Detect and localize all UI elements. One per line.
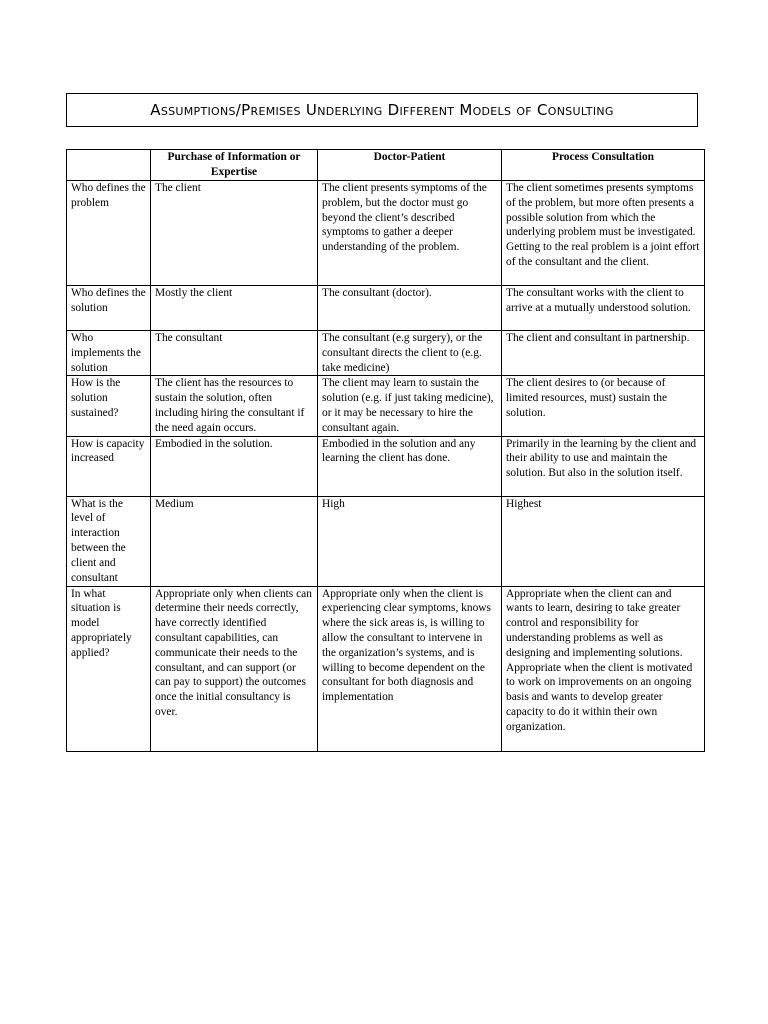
row-question: Who implements the solution (67, 331, 151, 376)
title-box (66, 93, 698, 127)
cell-doctor-patient: Appropriate only when the client is experiencing clear symptoms, knows where the sick areas is, is willing to allow the consultant to intervene in the organization’s systems, and is willing to become dependent on the consultant for both diagnosis and implementation (318, 586, 502, 751)
cell-doctor-patient: The consultant (doctor). (318, 286, 502, 331)
cell-doctor-patient: Embodied in the solution and any learning the client has done. (318, 436, 502, 496)
header-process-consultation: Process Consultation (502, 150, 705, 181)
cell-purchase: Appropriate only when clients can determine their needs correctly, have correctly identified consultant capabilities, can communicate their needs to the consultant, and can support (or can pay to support) the outcomes once the initial consultancy is over. (151, 586, 318, 751)
cell-process-consultation: The client and consultant in partnership. (502, 331, 705, 376)
table-row (67, 376, 705, 436)
row-question: How is capacity increased (67, 436, 151, 496)
cell-process-consultation: The client desires to (or because of limited resources, must) sustain the solution. (502, 376, 705, 436)
cell-purchase: The client (151, 181, 318, 286)
cell-purchase: Medium (151, 496, 318, 586)
cell-doctor-patient: The client may learn to sustain the solution (e.g. if just taking medicine), or it may be necessary to hire the consultant again. (318, 376, 502, 436)
cell-process-consultation: The consultant works with the client to arrive at a mutually understood solution. (502, 286, 705, 331)
table-row (67, 496, 705, 586)
table-row (67, 331, 705, 376)
header-purchase: Purchase of Information or Expertise (151, 150, 318, 181)
cell-process-consultation: Primarily in the learning by the client and their ability to use and maintain the solution. But also in the solution itself. (502, 436, 705, 496)
cell-process-consultation: The client sometimes presents symptoms of the problem, but more often presents a possible solution from which the underlying problem must be investigated. Getting to the real problem is a joint effort of the consultant and the client. (502, 181, 705, 286)
row-question: Who defines the problem (67, 181, 151, 286)
row-question: Who defines the solution (67, 286, 151, 331)
table-header-row (67, 150, 705, 181)
cell-process-consultation: Appropriate when the client can and wants to learn, desiring to take greater control and responsibility for understanding problems as well as designing and implementing solutions. Appropriate when the client is motivated to work on improvements on an ongoing basis and wants to develop greater capacity to do it within their own organization. (502, 586, 705, 751)
consulting-models-table (66, 149, 705, 752)
table-row (67, 181, 705, 286)
document-title: Assumptions/Premises Underlying Different Models of Consulting (150, 101, 614, 119)
cell-purchase: The consultant (151, 331, 318, 376)
cell-purchase: The client has the resources to sustain the solution, often including hiring the consultant if the need again occurs. (151, 376, 318, 436)
table-row (67, 436, 705, 496)
table-row (67, 586, 705, 751)
cell-purchase: Embodied in the solution. (151, 436, 318, 496)
table-row (67, 286, 705, 331)
cell-doctor-patient: The client presents symptoms of the problem, but the doctor must go beyond the client’s described symptoms to gather a deeper understanding of the problem. (318, 181, 502, 286)
header-blank (67, 150, 151, 181)
cell-doctor-patient: High (318, 496, 502, 586)
cell-process-consultation: Highest (502, 496, 705, 586)
row-question: In what situation is model appropriately applied? (67, 586, 151, 751)
header-doctor-patient: Doctor-Patient (318, 150, 502, 181)
row-question: How is the solution sustained? (67, 376, 151, 436)
cell-doctor-patient: The consultant (e.g surgery), or the consultant directs the client to (e.g. take medicine) (318, 331, 502, 376)
cell-purchase: Mostly the client (151, 286, 318, 331)
row-question: What is the level of interaction between the client and consultant (67, 496, 151, 586)
